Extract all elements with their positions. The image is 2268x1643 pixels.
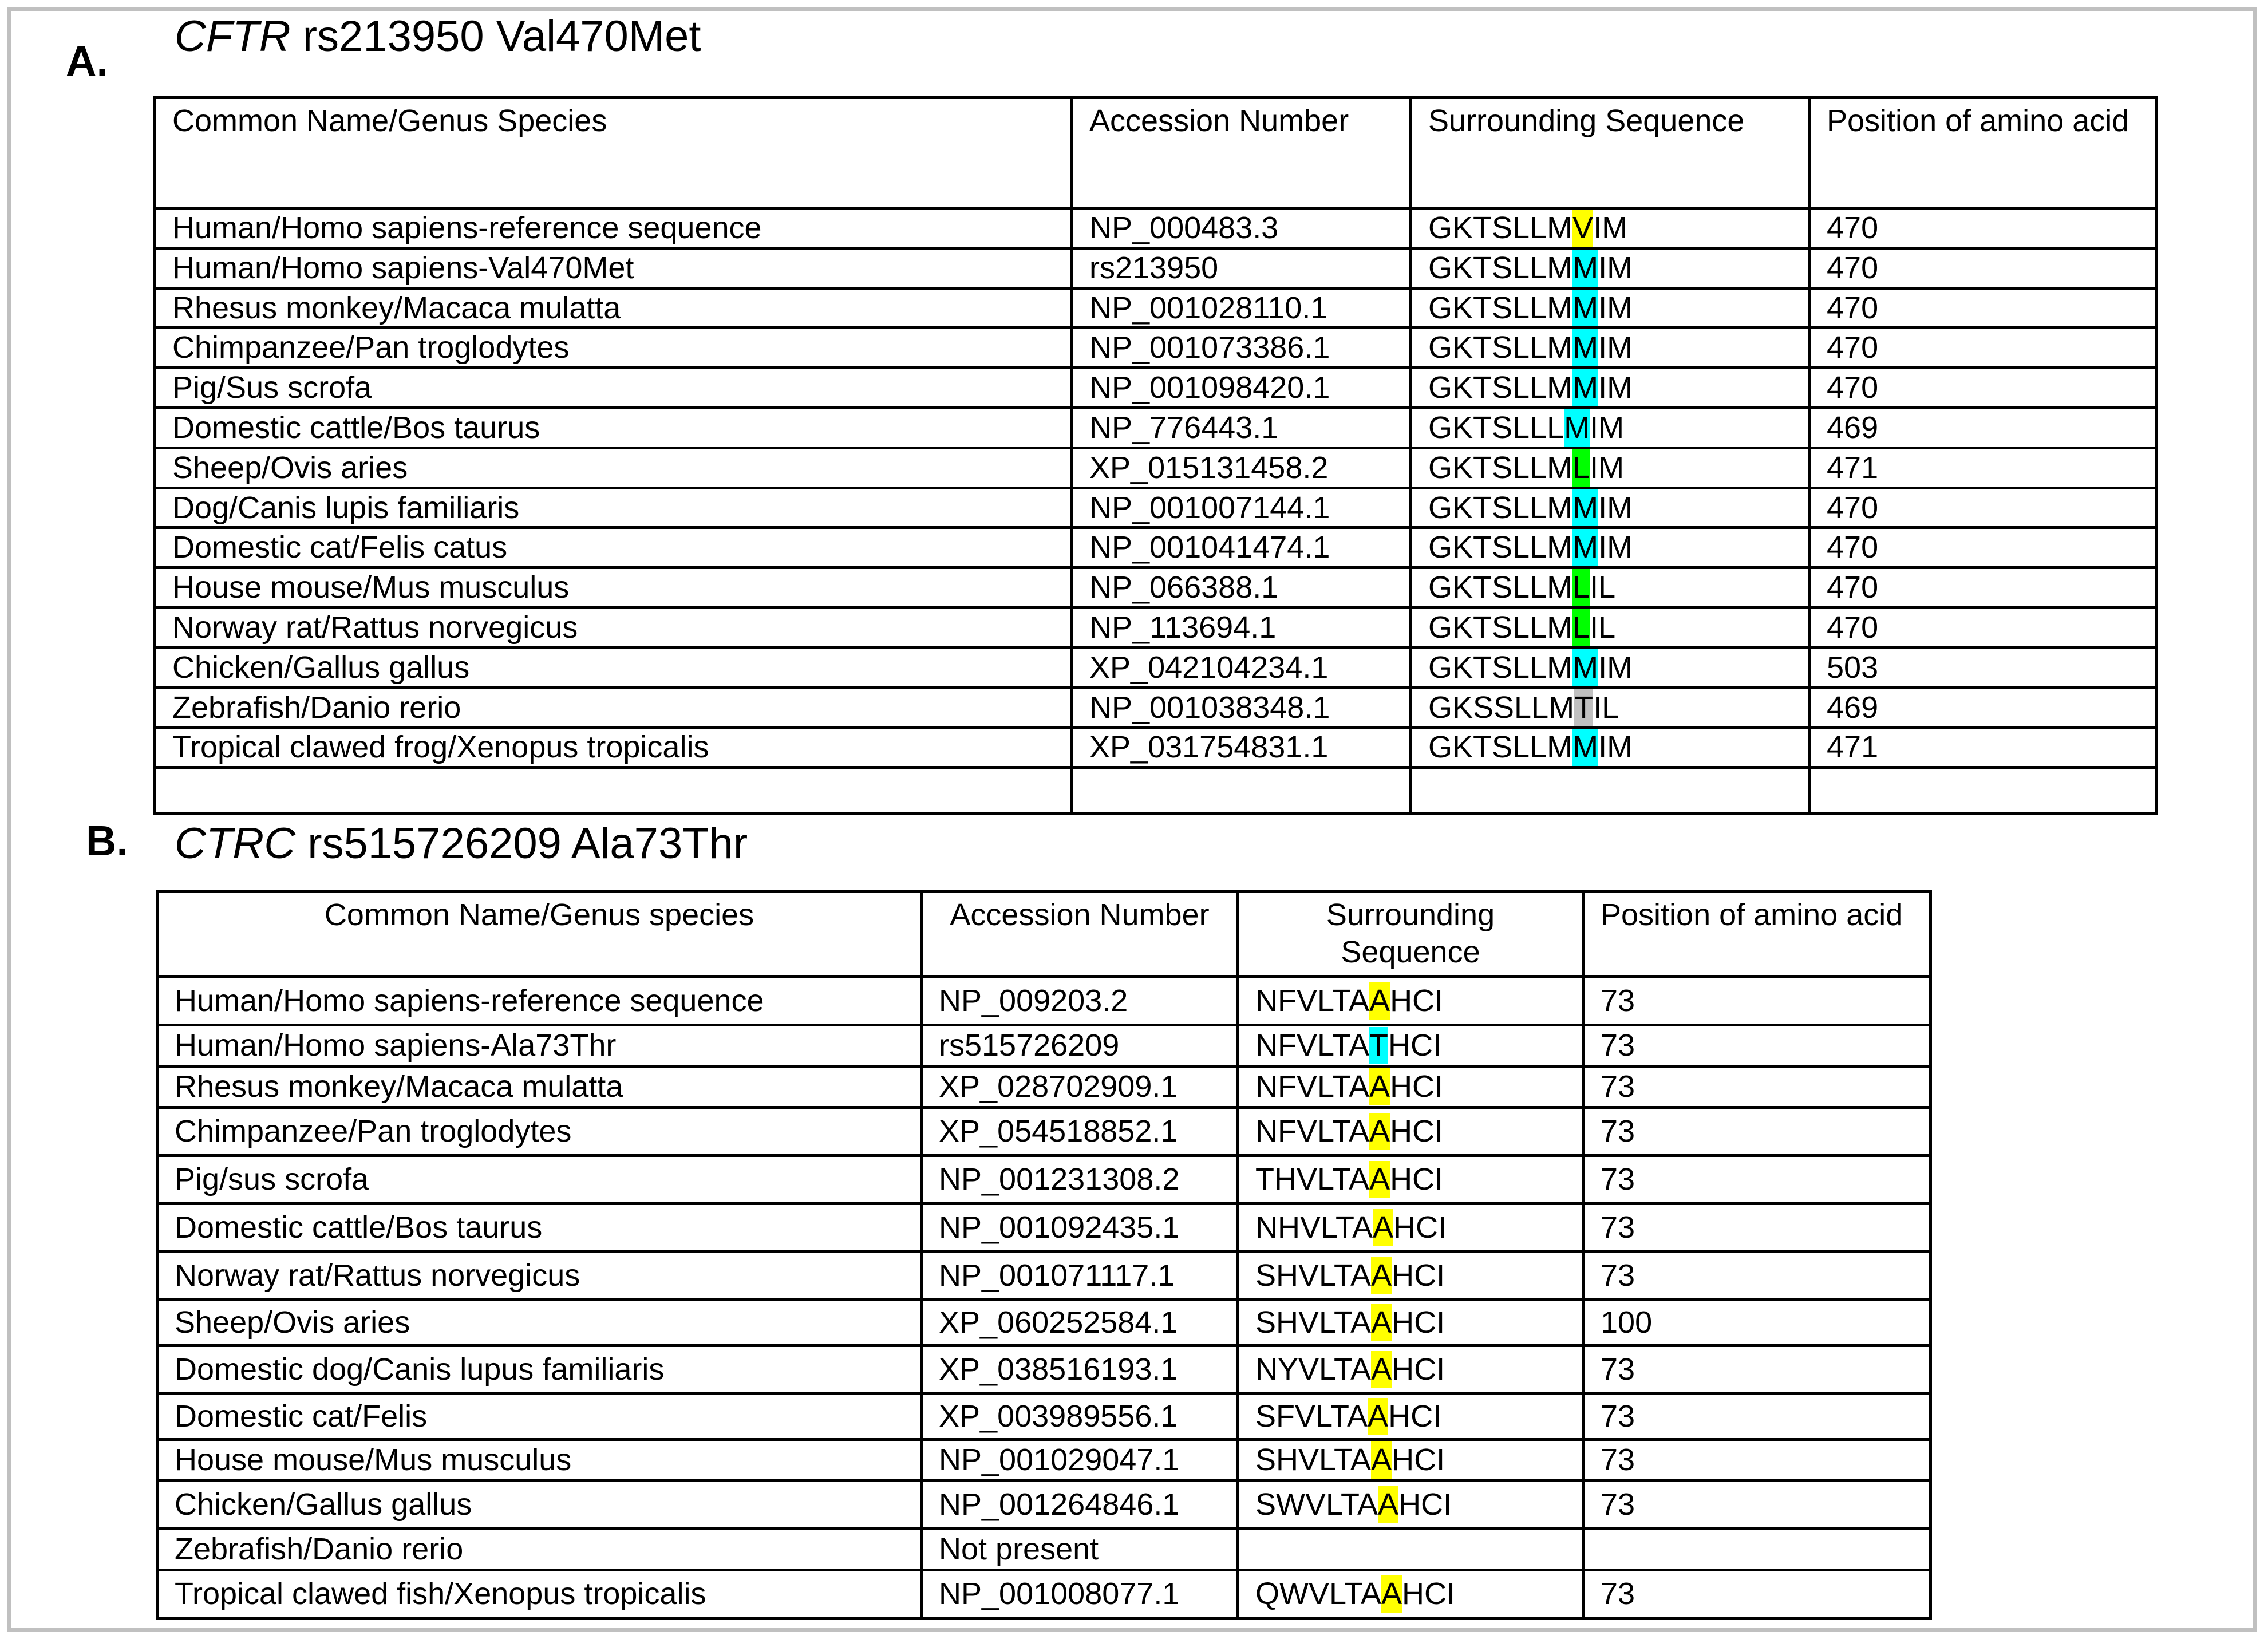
position-cell: 470: [1809, 248, 2157, 288]
highlighted-amino-acid: M: [1572, 369, 1598, 406]
highlighted-amino-acid: L: [1572, 449, 1590, 487]
highlighted-amino-acid: M: [1572, 250, 1598, 287]
position-cell: 470: [1809, 568, 2157, 608]
position-cell: 470: [1809, 528, 2157, 568]
species-cell: Human/Homo sapiens-Val470Met: [155, 248, 1072, 288]
species-cell: Chicken/Gallus gallus: [155, 647, 1072, 688]
sequence-suffix: HCI: [1390, 1162, 1444, 1197]
col-header-sequence: Surrounding Sequence: [1238, 892, 1583, 977]
highlighted-amino-acid: A: [1371, 1257, 1392, 1294]
species-cell: Domestic cat/Felis catus: [155, 528, 1072, 568]
accession-cell: XP_060252584.1: [922, 1300, 1238, 1346]
highlighted-amino-acid: A: [1369, 982, 1390, 1020]
sequence-prefix: GKTSLLM: [1428, 490, 1573, 525]
sequence-cell: [1411, 208, 1809, 248]
highlighted-amino-acid: A: [1369, 1161, 1390, 1198]
sequence-suffix: IM: [1598, 370, 1633, 405]
position-cell: 73: [1583, 1481, 1931, 1529]
table-row: [157, 1394, 1931, 1440]
accession-cell: NP_000483.3: [1072, 208, 1411, 248]
position-cell: 471: [1809, 728, 2157, 768]
sequence-prefix: NFVLTA: [1255, 984, 1370, 1018]
species-cell: Domestic cat/Felis: [157, 1394, 922, 1440]
species-cell: Pig/Sus scrofa: [155, 368, 1072, 408]
table-row: [155, 647, 2157, 688]
accession-cell: NP_001029047.1: [922, 1440, 1238, 1481]
species-cell: Sheep/Ovis aries: [155, 448, 1072, 488]
sequence-cell: [1238, 1300, 1583, 1346]
accession-cell: NP_001038348.1: [1072, 688, 1411, 728]
highlighted-amino-acid: M: [1564, 409, 1590, 447]
table-row: [155, 368, 2157, 408]
highlighted-amino-acid: A: [1373, 1209, 1393, 1246]
species-cell: Domestic cattle/Bos taurus: [157, 1204, 922, 1252]
panel-a-letter: A.: [66, 37, 108, 85]
accession-cell: [1072, 768, 1411, 814]
panel-a-variant: rs213950 Val470Met: [290, 12, 701, 61]
position-cell: 73: [1583, 1440, 1931, 1481]
highlighted-amino-acid: T: [1574, 689, 1593, 726]
sequence-cell: [1238, 1067, 1583, 1108]
sequence-cell: [1411, 368, 1809, 408]
position-cell: 470: [1809, 368, 2157, 408]
sequence-cell: [1411, 448, 1809, 488]
sequence-suffix: HCI: [1390, 1069, 1444, 1104]
position-cell: [1809, 768, 2157, 814]
species-cell: Human/Homo sapiens-reference sequence: [157, 977, 922, 1025]
table-row: [157, 1025, 1931, 1067]
col-header-position: Position of amino acid: [1583, 892, 1931, 977]
sequence-cell: [1238, 1394, 1583, 1440]
position-cell: 469: [1809, 688, 2157, 728]
accession-cell: NP_001092435.1: [922, 1204, 1238, 1252]
accession-cell: NP_009203.2: [922, 977, 1238, 1025]
position-cell: 73: [1583, 1108, 1931, 1156]
species-cell: Chimpanzee/Pan troglodytes: [157, 1108, 922, 1156]
sequence-prefix: NFVLTA: [1255, 1028, 1370, 1063]
sequence-prefix: NFVLTA: [1255, 1114, 1370, 1149]
sequence-cell: [1411, 647, 1809, 688]
accession-cell: XP_038516193.1: [922, 1346, 1238, 1394]
sequence-cell: [1411, 488, 1809, 528]
sequence-cell: [1411, 607, 1809, 647]
sequence-prefix: GKTSLLM: [1428, 290, 1573, 325]
sequence-prefix: GKTSLLM: [1428, 610, 1573, 645]
sequence-cell: [1411, 528, 1809, 568]
sequence-prefix: GKTSLLM: [1428, 250, 1573, 285]
sequence-prefix: GKTSLLM: [1428, 450, 1573, 485]
sequence-cell: [1411, 568, 1809, 608]
accession-cell: NP_001264846.1: [922, 1481, 1238, 1529]
sequence-cell: [1238, 1481, 1583, 1529]
position-cell: 73: [1583, 1204, 1931, 1252]
table-row: [155, 328, 2157, 368]
table-row: [155, 408, 2157, 448]
species-cell: Norway rat/Rattus norvegicus: [157, 1252, 922, 1300]
accession-cell: NP_001073386.1: [1072, 328, 1411, 368]
sequence-suffix: IM: [1598, 650, 1633, 685]
table-row: [157, 1529, 1931, 1570]
highlighted-amino-acid: T: [1369, 1027, 1388, 1064]
highlighted-amino-acid: A: [1371, 1351, 1392, 1388]
highlighted-amino-acid: A: [1378, 1486, 1398, 1523]
sequence-prefix: GKTSLLL: [1428, 410, 1564, 445]
position-cell: 73: [1583, 1570, 1931, 1618]
sequence-suffix: IL: [1590, 570, 1616, 605]
panel-a-title: [175, 12, 701, 61]
panel-a-gene: CFTR: [175, 12, 291, 61]
sequence-cell: [1238, 977, 1583, 1025]
position-cell: 470: [1809, 488, 2157, 528]
highlighted-amino-acid: A: [1369, 1068, 1390, 1105]
sequence-suffix: HCI: [1398, 1487, 1452, 1522]
sequence-prefix: SHVLTA: [1255, 1305, 1372, 1340]
position-cell: 73: [1583, 1252, 1931, 1300]
accession-cell: XP_054518852.1: [922, 1108, 1238, 1156]
species-cell: Domestic cattle/Bos taurus: [155, 408, 1072, 448]
table-header-row: [155, 98, 2157, 208]
species-cell: Rhesus monkey/Macaca mulatta: [157, 1067, 922, 1108]
col-header-accession: Accession Number: [922, 892, 1238, 977]
accession-cell: NP_001041474.1: [1072, 528, 1411, 568]
position-cell: 73: [1583, 1067, 1931, 1108]
table-row: [155, 728, 2157, 768]
highlighted-amino-acid: M: [1572, 729, 1598, 766]
sequence-prefix: SHVLTA: [1255, 1258, 1372, 1293]
accession-cell: XP_042104234.1: [1072, 647, 1411, 688]
sequence-suffix: HCI: [1392, 1258, 1445, 1293]
table-header-row: [157, 892, 1931, 977]
highlighted-amino-acid: M: [1572, 329, 1598, 366]
sequence-prefix: NFVLTA: [1255, 1069, 1370, 1104]
accession-cell: NP_001071117.1: [922, 1252, 1238, 1300]
accession-cell: NP_113694.1: [1072, 607, 1411, 647]
sequence-suffix: IM: [1598, 490, 1633, 525]
col-header-species: Common Name/Genus Species: [155, 98, 1072, 208]
position-cell: 100: [1583, 1300, 1931, 1346]
sequence-cell: [1238, 1108, 1583, 1156]
table-row: [157, 1300, 1931, 1346]
cftr-conservation-table: [153, 96, 2158, 815]
species-cell: Norway rat/Rattus norvegicus: [155, 607, 1072, 647]
table-row: [157, 1570, 1931, 1618]
sequence-suffix: HCI: [1388, 1028, 1442, 1063]
panel-b-gene: CTRC: [175, 819, 296, 868]
highlighted-amino-acid: M: [1572, 290, 1598, 327]
sequence-prefix: NYVLTA: [1255, 1352, 1372, 1387]
highlighted-amino-acid: A: [1368, 1398, 1388, 1435]
col-header-species: Common Name/Genus species: [157, 892, 922, 977]
species-cell: Human/Homo sapiens-Ala73Thr: [157, 1025, 922, 1067]
accession-cell: NP_001231308.2: [922, 1156, 1238, 1204]
sequence-suffix: HCI: [1388, 1399, 1442, 1434]
position-cell: 73: [1583, 1346, 1931, 1394]
accession-cell: XP_015131458.2: [1072, 448, 1411, 488]
col-header-position: Position of amino acid: [1809, 98, 2157, 208]
sequence-suffix: HCI: [1392, 1352, 1445, 1387]
sequence-suffix: IM: [1598, 530, 1633, 565]
sequence-suffix: HCI: [1392, 1305, 1445, 1340]
accession-cell: Not present: [922, 1529, 1238, 1570]
table-row: [155, 208, 2157, 248]
sequence-suffix: HCI: [1393, 1210, 1447, 1245]
ctrc-conservation-table: [156, 890, 1932, 1620]
table-row: [157, 1204, 1931, 1252]
sequence-prefix: QWVLTA: [1255, 1577, 1382, 1612]
accession-cell: XP_028702909.1: [922, 1067, 1238, 1108]
position-cell: [1583, 1529, 1931, 1570]
sequence-cell: [1238, 1252, 1583, 1300]
sequence-suffix: IM: [1598, 290, 1633, 325]
position-cell: 73: [1583, 1394, 1931, 1440]
sequence-prefix: THVLTA: [1255, 1162, 1370, 1197]
highlighted-amino-acid: M: [1572, 649, 1598, 686]
table-row: [155, 248, 2157, 288]
sequence-suffix: HCI: [1392, 1443, 1445, 1478]
accession-cell: rs515726209: [922, 1025, 1238, 1067]
species-cell: Chicken/Gallus gallus: [157, 1481, 922, 1529]
species-cell: Dog/Canis lupis familiaris: [155, 488, 1072, 528]
table-row: [157, 1156, 1931, 1204]
table-row: [155, 688, 2157, 728]
sequence-prefix: NHVLTA: [1255, 1210, 1373, 1245]
position-cell: 73: [1583, 1025, 1931, 1067]
species-cell: House mouse/Mus musculus: [155, 568, 1072, 608]
position-cell: 470: [1809, 607, 2157, 647]
table-row: [157, 1067, 1931, 1108]
table-row: [157, 1108, 1931, 1156]
sequence-cell: [1411, 248, 1809, 288]
highlighted-amino-acid: M: [1572, 529, 1598, 566]
species-cell: Zebrafish/Danio rerio: [157, 1529, 922, 1570]
table-row: [155, 768, 2157, 814]
species-cell: Rhesus monkey/Macaca mulatta: [155, 288, 1072, 328]
highlighted-amino-acid: A: [1369, 1113, 1390, 1150]
sequence-cell: [1411, 408, 1809, 448]
col-header-sequence: Surrounding Sequence: [1411, 98, 1809, 208]
species-cell: Tropical clawed frog/Xenopus tropicalis: [155, 728, 1072, 768]
species-cell: Pig/sus scrofa: [157, 1156, 922, 1204]
sequence-cell: [1411, 768, 1809, 814]
accession-cell: NP_776443.1: [1072, 408, 1411, 448]
position-cell: 73: [1583, 977, 1931, 1025]
sequence-suffix: HCI: [1390, 984, 1444, 1018]
highlighted-amino-acid: V: [1572, 210, 1593, 247]
highlighted-amino-acid: A: [1381, 1575, 1402, 1613]
species-cell: Sheep/Ovis aries: [157, 1300, 922, 1346]
position-cell: 470: [1809, 288, 2157, 328]
accession-cell: NP_001008077.1: [922, 1570, 1238, 1618]
accession-cell: NP_001028110.1: [1072, 288, 1411, 328]
sequence-suffix: HCI: [1402, 1577, 1456, 1612]
species-cell: Tropical clawed fish/Xenopus tropicalis: [157, 1570, 922, 1618]
sequence-prefix: SWVLTA: [1255, 1487, 1378, 1522]
sequence-cell: [1238, 1156, 1583, 1204]
highlighted-amino-acid: L: [1572, 609, 1590, 646]
table-row: [157, 1252, 1931, 1300]
sequence-suffix: HCI: [1390, 1114, 1444, 1149]
accession-cell: XP_031754831.1: [1072, 728, 1411, 768]
sequence-suffix: IL: [1590, 610, 1616, 645]
sequence-cell: [1411, 728, 1809, 768]
table-row: [157, 1346, 1931, 1394]
position-cell: 470: [1809, 208, 2157, 248]
sequence-suffix: IL: [1593, 690, 1619, 725]
sequence-suffix: IM: [1590, 450, 1625, 485]
table-row: [157, 1440, 1931, 1481]
table-row: [155, 568, 2157, 608]
highlighted-amino-acid: A: [1371, 1304, 1392, 1341]
sequence-suffix: IM: [1593, 211, 1628, 245]
accession-cell: XP_003989556.1: [922, 1394, 1238, 1440]
sequence-prefix: GKTSLLM: [1428, 570, 1573, 605]
accession-cell: NP_001007144.1: [1072, 488, 1411, 528]
col-header-accession: Accession Number: [1072, 98, 1411, 208]
sequence-prefix: GKSSLLM: [1428, 690, 1575, 725]
sequence-suffix: IM: [1598, 250, 1633, 285]
sequence-cell: [1411, 688, 1809, 728]
accession-cell: NP_066388.1: [1072, 568, 1411, 608]
sequence-cell: [1238, 1204, 1583, 1252]
position-cell: 503: [1809, 647, 2157, 688]
position-cell: 469: [1809, 408, 2157, 448]
sequence-cell: [1411, 288, 1809, 328]
table-row: [157, 1481, 1931, 1529]
species-cell: Chimpanzee/Pan troglodytes: [155, 328, 1072, 368]
table-row: [155, 448, 2157, 488]
sequence-cell: [1411, 328, 1809, 368]
species-cell: Domestic dog/Canis lupus familiaris: [157, 1346, 922, 1394]
table-row: [155, 488, 2157, 528]
position-cell: 471: [1809, 448, 2157, 488]
species-cell: House mouse/Mus musculus: [157, 1440, 922, 1481]
sequence-prefix: SHVLTA: [1255, 1443, 1372, 1478]
position-cell: 73: [1583, 1156, 1931, 1204]
accession-cell: rs213950: [1072, 248, 1411, 288]
sequence-suffix: IM: [1598, 330, 1633, 365]
highlighted-amino-acid: A: [1371, 1441, 1392, 1479]
sequence-prefix: SFVLTA: [1255, 1399, 1368, 1434]
sequence-prefix: GKTSLLM: [1428, 650, 1573, 685]
table-row: [155, 528, 2157, 568]
sequence-suffix: IM: [1598, 730, 1633, 765]
panel-b-variant: rs515726209 Ala73Thr: [295, 819, 748, 868]
sequence-cell: [1238, 1529, 1583, 1570]
sequence-prefix: GKTSLLM: [1428, 530, 1573, 565]
highlighted-amino-acid: L: [1572, 569, 1590, 606]
species-cell: [155, 768, 1072, 814]
sequence-prefix: GKTSLLM: [1428, 370, 1573, 405]
table-row: [157, 977, 1931, 1025]
sequence-cell: [1238, 1025, 1583, 1067]
table-row: [155, 607, 2157, 647]
position-cell: 470: [1809, 328, 2157, 368]
sequence-cell: [1238, 1570, 1583, 1618]
species-cell: Human/Homo sapiens-reference sequence: [155, 208, 1072, 248]
sequence-prefix: GKTSLLM: [1428, 211, 1573, 245]
sequence-suffix: IM: [1590, 410, 1625, 445]
sequence-cell: [1238, 1346, 1583, 1394]
sequence-prefix: GKTSLLM: [1428, 330, 1573, 365]
sequence-cell: [1238, 1440, 1583, 1481]
accession-cell: NP_001098420.1: [1072, 368, 1411, 408]
table-row: [155, 288, 2157, 328]
panel-b-title: [175, 819, 748, 868]
panel-b-letter: B.: [86, 817, 128, 864]
highlighted-amino-acid: M: [1572, 489, 1598, 527]
species-cell: Zebrafish/Danio rerio: [155, 688, 1072, 728]
sequence-prefix: GKTSLLM: [1428, 730, 1573, 765]
